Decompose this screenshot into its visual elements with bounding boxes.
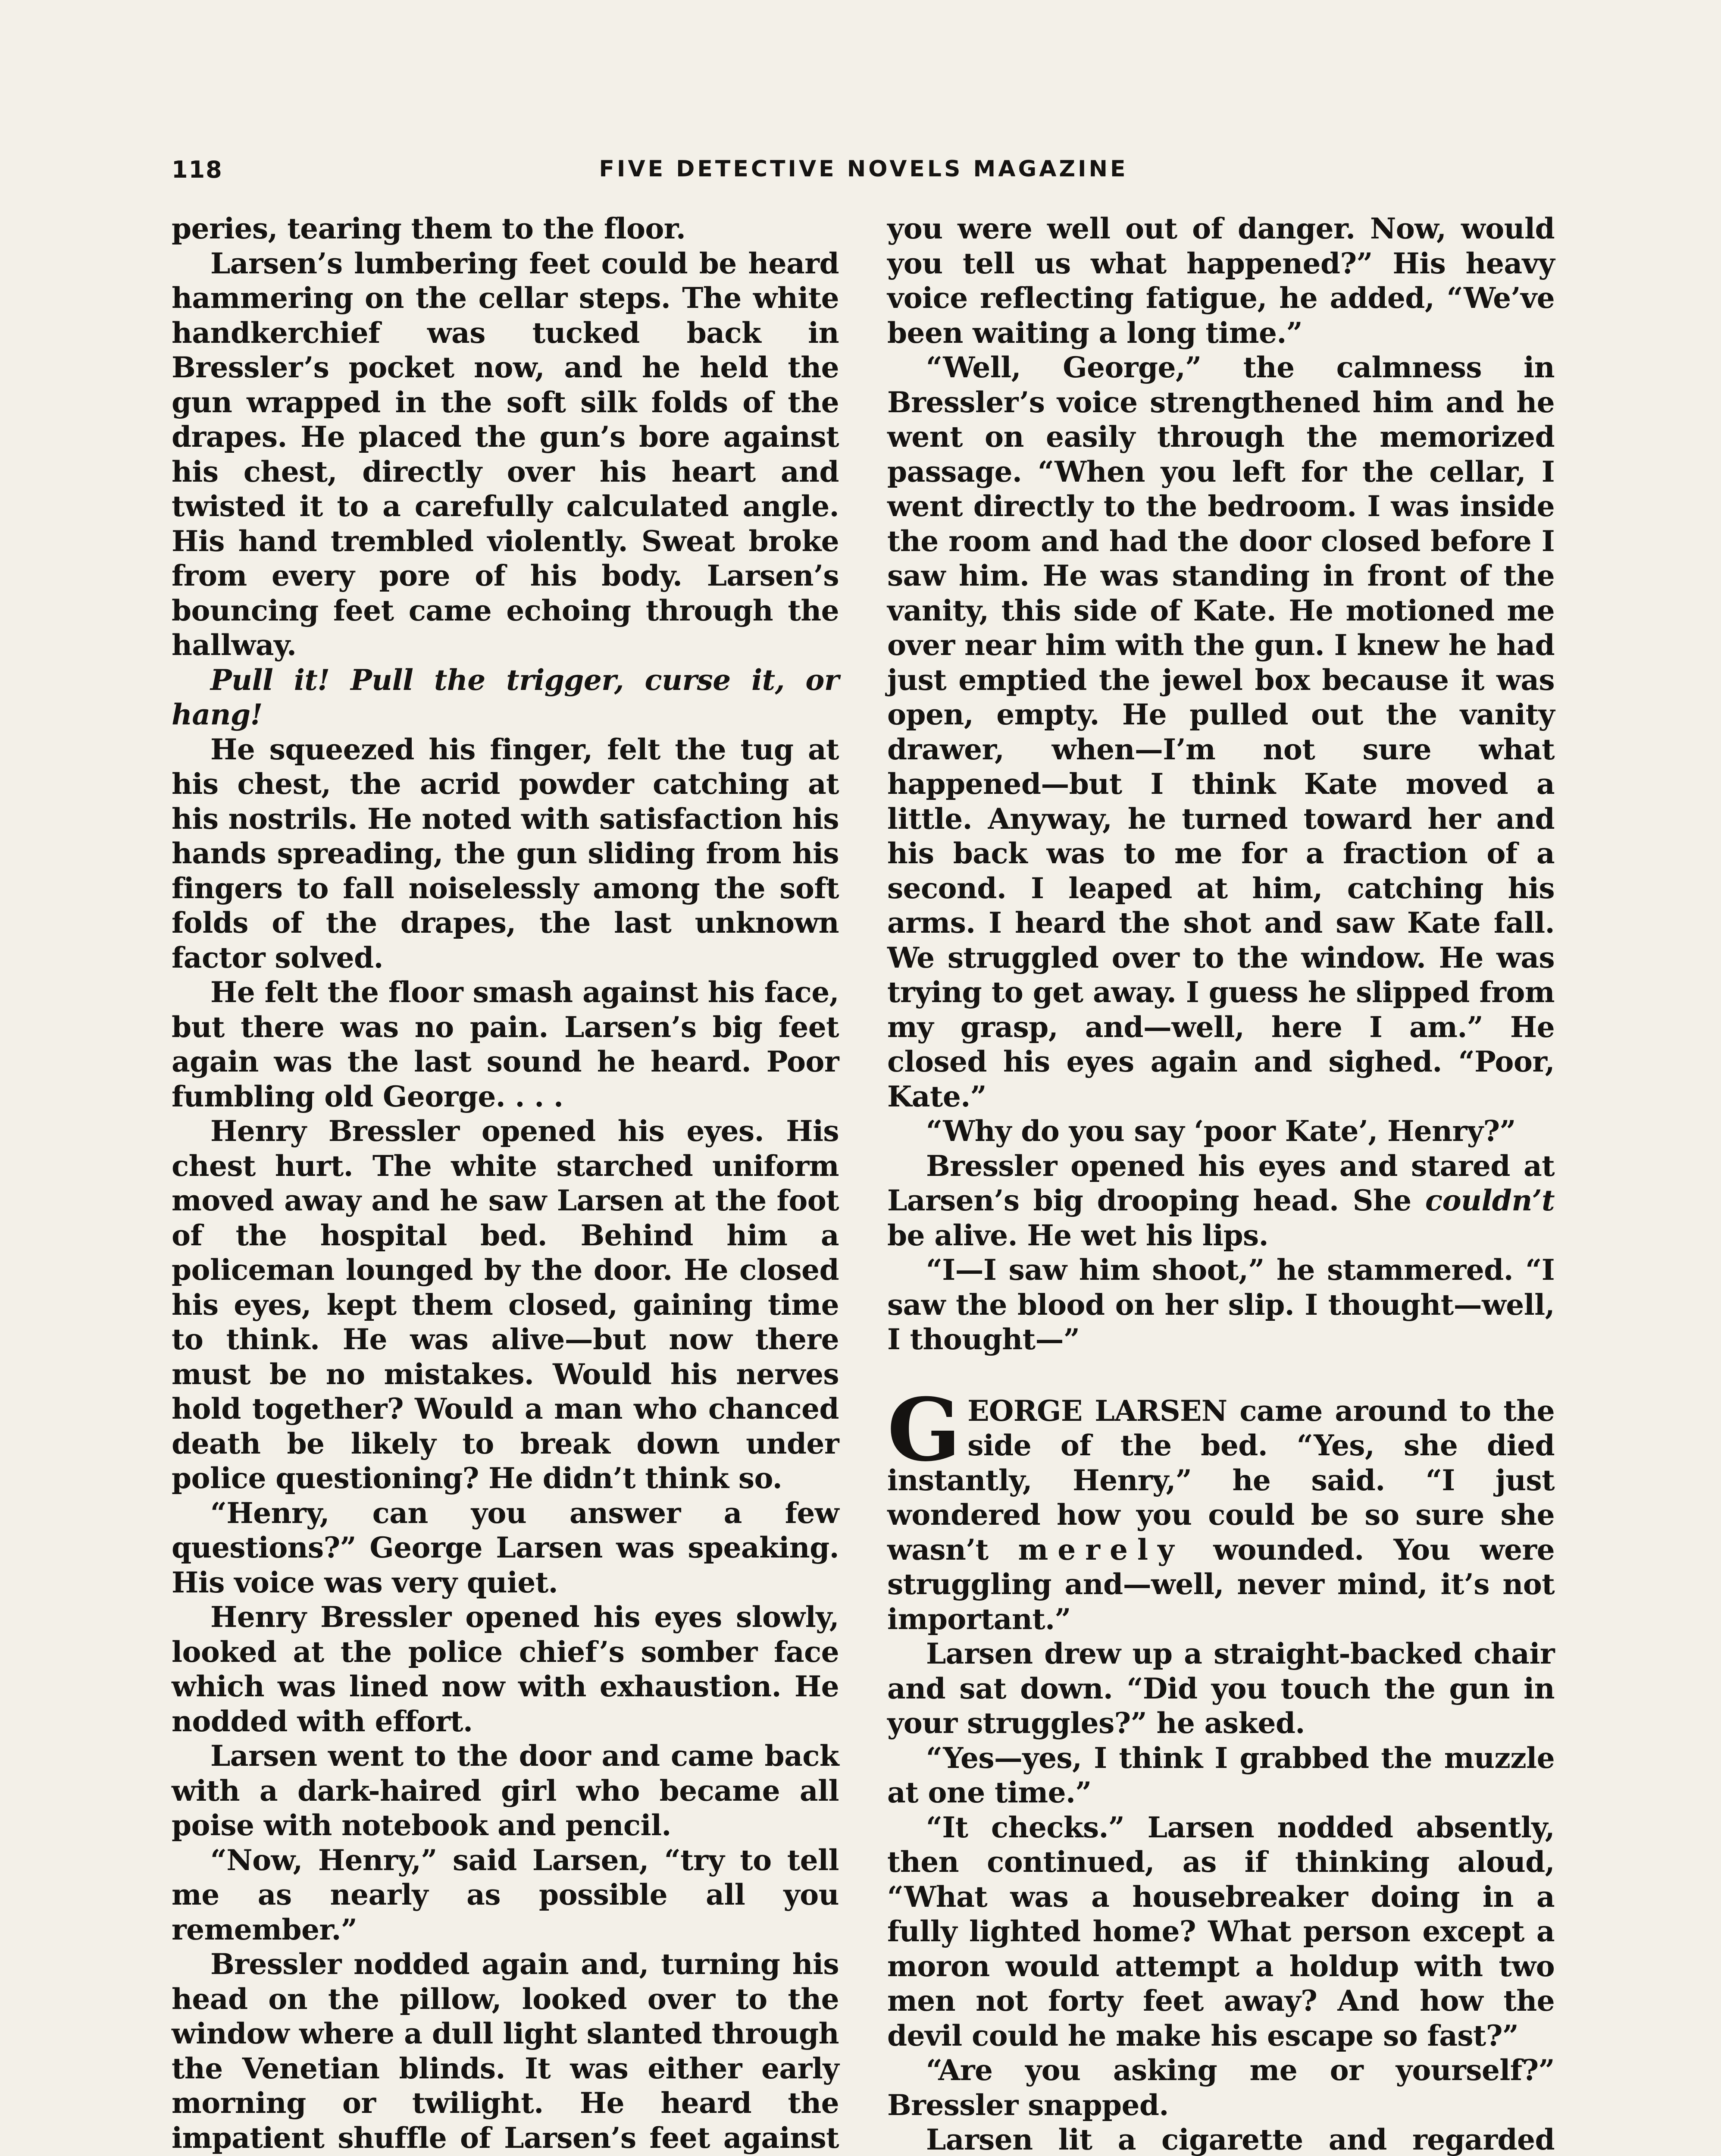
running-head: FIVE DETECTIVE NOVELS MAGAZINE — [599, 156, 1128, 182]
paragraph: Larsen went to the door and came back with a dark-haired girl who became all poise with notebook and pencil. — [172, 1739, 839, 1842]
paragraph-text: Bressler opened his eyes and stared at Larsen’s big drooping head. She — [887, 1149, 1555, 1217]
left-column — [172, 211, 839, 2156]
section-break — [887, 1357, 1555, 1394]
page-number: 118 — [172, 156, 223, 183]
paragraph: “Now, Henry,” said Larsen, “try to tell me as nearly as possible all you remember.” — [172, 1843, 839, 1946]
page-header — [172, 156, 1555, 195]
right-column — [887, 211, 1555, 2156]
paragraph: “Well, George,” the calmness in Bressler’s voice strengthened him and he went on easily through the memorized passage. “When you left for the cellar, I went directly to the bedroom. I was inside the room and had the door closed before I saw him. He was standing in front of the vanity, this side of Kate. He motioned me over near him with the gun. I knew he had just emptied the jewel box because it was open, empty. He pulled out the vanity drawer, when—I’m not sure what happened—but I think Kate moved a little. Anyway, he turned toward her and his back was to me for a fraction of a second. I leaped at him, catching his arms. I heard the shot and saw Kate fall. We struggled over to the window. He was trying to get away. I guess he slipped from my grasp, and—well, here I am.” He closed his eyes again and sighed. “Poor, Kate.” — [887, 351, 1555, 1113]
paragraph: “Why do you say ‘poor Kate’, Henry?” — [926, 1114, 1516, 1148]
paragraph-text: be alive. He wet his lips. — [887, 1218, 1268, 1252]
paragraph: Bressler nodded again and, turning his head on the pillow, looked over to the window where a dull light slanted through the Venetian blinds. It was either early morning or twilight. He heard the impatient shuffle of Larsen’s feet against — [172, 1947, 839, 2155]
paragraph: Larsen drew up a straight-backed chair and sat down. “Did you touch the gun in your struggles?” he asked. — [887, 1637, 1555, 1740]
paragraph-text: wounded. You were struggling and—well, never mind, it’s not important.” — [887, 1532, 1555, 1636]
paragraph: “Yes—yes, I think I grabbed the muzzle at one time.” — [887, 1741, 1555, 1809]
paragraph-text: EORGE LARSEN came around to the side of the bed. “Yes, she died instantly, Henry,” he said. “I just wondered how you could be so sure she wasn’t — [887, 1394, 1555, 1567]
paragraph: Henry Bressler opened his eyes slowly, looked at the police chief’s somber face which was lined now with exhaustion. He nodded with effort. — [172, 1600, 839, 1738]
paragraph: “Henry, can you answer a few questions?” George Larsen was speaking. His voice was very quiet. — [172, 1496, 839, 1599]
section-opening-paragraph — [887, 1379, 1555, 1637]
paragraph: Larsen’s lumbering feet could be heard hammering on the cellar steps. The white handkerchief was tucked back in Bressler’s pocket now, and he held the gun wrapped in the soft silk folds of the drapes. He placed the gun’s bore against his chest, directly over his heart and twisted it to a carefully calculated angle. His hand trembled violently. Sweat broke from every pore of his body. Larsen’s bouncing feet came echoing through the hallway. — [172, 246, 839, 662]
paragraph: Larsen lit a cigarette and regarded — [926, 2123, 1555, 2156]
paragraph: you were well out of danger. Now, would you tell us what happened?” His heavy voice reflecting fatigue, he added, “We’ve been waiting a long time.” — [887, 212, 1555, 350]
paragraph: “I—I saw him shoot,” he stammered. “I saw the blood on her slip. I thought—well, I thought—” — [887, 1253, 1555, 1356]
italic-paragraph: Pull it! Pull the trigger, curse it, or hang! — [172, 663, 839, 731]
paragraph — [887, 1149, 1555, 1253]
paragraph: He squeezed his finger, felt the tug at his chest, the acrid powder catching at his nostrils. He noted with satisfaction his hands spreading, the gun sliding from his fingers to fall noiselessly among the soft folds of the drapes, the last unknown factor solved. — [172, 732, 839, 975]
paragraph: “It checks.” Larsen nodded absently, then continued, as if thinking aloud, “What was a housebreaker doing in a fully lighted home? What person except a moron would attempt a holdup with two men not forty feet away? And how the devil could he make his escape so fast?” — [887, 1810, 1555, 2053]
paragraph: Henry Bressler opened his eyes. His chest hurt. The white starched uniform moved away and he saw Larsen at the foot of the hospital bed. Behind him a policeman lounged by the door. He closed his eyes, kept them closed, gaining time to think. He was alive—but now there must be no mistakes. Would his nerves hold together? Would a man who chanced death be likely to break down under police questioning? He didn’t think so. — [172, 1114, 839, 1495]
drop-cap: G — [887, 1379, 961, 1481]
paragraph: “Are you asking me or yourself?” Bressler snapped. — [887, 2053, 1555, 2122]
emphasized-word: couldn’t — [1425, 1184, 1555, 1217]
paragraph: peries, tearing them to the floor. — [172, 212, 686, 245]
paragraph: He felt the floor smash against his face, but there was no pain. Larsen’s big feet again was the last sound he heard. Poor fumbling old George. . . . — [172, 975, 839, 1113]
spaced-word: merely — [1018, 1532, 1184, 1567]
